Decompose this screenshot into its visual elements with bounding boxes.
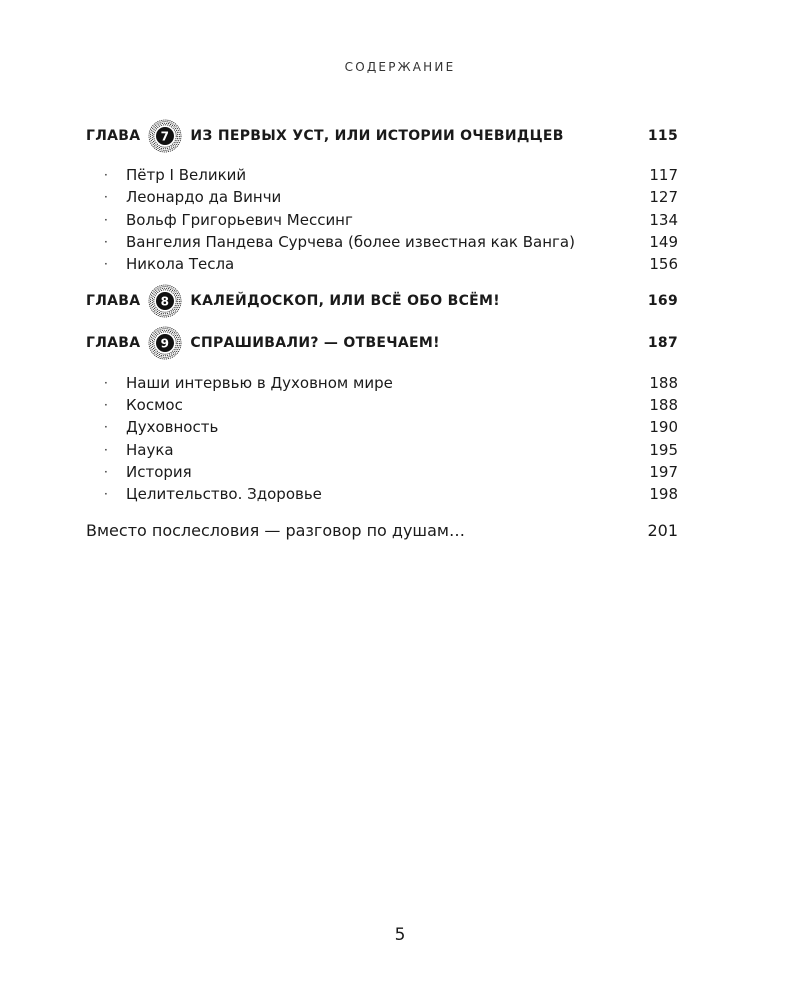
bullet-dot-icon: · xyxy=(104,168,108,183)
toc-list-item[interactable] xyxy=(86,231,678,253)
afterword-title: Вместо послесловия — разговор по душам… xyxy=(86,520,465,540)
section-page: 156 xyxy=(649,255,678,274)
section-page: 197 xyxy=(649,462,678,481)
chapter-title: ИЗ ПЕРВЫХ УСТ, ИЛИ ИСТОРИИ ОЧЕВИДЦЕВ xyxy=(190,128,564,144)
section-page: 188 xyxy=(649,373,678,392)
section-title: Вольф Григорьевич Мессинг xyxy=(126,210,353,229)
bullet-dot-icon: · xyxy=(104,464,108,479)
bullet-dot-icon: · xyxy=(104,442,108,457)
chapter-word: ГЛАВА xyxy=(86,128,141,144)
bullet-dot-icon: · xyxy=(104,212,108,227)
chapter-9-entry[interactable] xyxy=(86,327,678,359)
afterword-entry[interactable] xyxy=(86,517,678,543)
section-title: Космос xyxy=(126,395,183,414)
bullet-dot-icon: · xyxy=(104,487,108,502)
section-page: 188 xyxy=(649,395,678,414)
section-title: Пётр I Великий xyxy=(126,166,247,185)
chapter-page: 169 xyxy=(647,293,678,310)
chapter-title: КАЛЕЙДОСКОП, ИЛИ ВСЁ ОБО ВСЁМ! xyxy=(190,293,500,310)
section-title: Леонардо да Винчи xyxy=(126,188,282,207)
bullet-dot-icon: · xyxy=(104,257,108,272)
toc-list-item[interactable] xyxy=(86,416,678,438)
toc-list-item[interactable] xyxy=(86,253,678,275)
page-number: 5 xyxy=(394,925,406,945)
section-title: Духовность xyxy=(126,418,219,437)
toc-list-item[interactable] xyxy=(86,483,678,505)
section-title: История xyxy=(126,462,192,481)
section-page: 190 xyxy=(649,418,678,437)
section-title: Наука xyxy=(126,440,174,459)
chapter-number: 8 xyxy=(161,294,170,309)
section-page: 198 xyxy=(649,485,678,504)
bullet-dot-icon: · xyxy=(104,420,108,435)
bullet-dot-icon: · xyxy=(104,235,108,250)
chapter-number: 7 xyxy=(161,129,170,144)
section-page: 117 xyxy=(649,166,678,185)
toc-list-item[interactable] xyxy=(86,438,678,460)
toc-list-item[interactable] xyxy=(86,164,678,186)
afterword-page: 201 xyxy=(647,520,678,540)
section-page: 134 xyxy=(649,210,678,229)
chapter-page: 115 xyxy=(647,128,678,144)
toc-list-item[interactable] xyxy=(86,461,678,483)
section-page: 195 xyxy=(649,440,678,459)
section-title: Целительство. Здоровье xyxy=(126,485,322,504)
toc-list-item[interactable] xyxy=(86,394,678,416)
section-page: 127 xyxy=(649,188,678,207)
toc-list-item[interactable] xyxy=(86,209,678,231)
chapter-7-sections xyxy=(86,164,678,275)
section-title: Вангелия Пандева Сурчева (более известная как Ванга) xyxy=(126,233,575,252)
toc-list-item[interactable] xyxy=(86,371,678,393)
table-of-contents xyxy=(86,120,678,543)
chapter-8-entry[interactable] xyxy=(86,285,678,317)
section-title: Никола Тесла xyxy=(126,255,235,274)
section-page: 149 xyxy=(649,233,678,252)
section-title: Наши интервью в Духовном мире xyxy=(126,373,393,392)
chapter-number-badge-icon xyxy=(148,119,182,153)
chapter-number: 9 xyxy=(161,336,170,351)
chapter-page: 187 xyxy=(647,335,678,352)
bullet-dot-icon: · xyxy=(104,397,108,412)
chapter-title: СПРАШИВАЛИ? — ОТВЕЧАЕМ! xyxy=(190,335,440,352)
bullet-dot-icon: · xyxy=(104,190,108,205)
chapter-word: ГЛАВА xyxy=(86,293,141,310)
chapter-word: ГЛАВА xyxy=(86,335,141,352)
chapter-9-sections xyxy=(86,371,678,505)
running-head: СОДЕРЖАНИЕ xyxy=(344,60,456,74)
chapter-number-badge-icon xyxy=(148,284,182,318)
bullet-dot-icon: · xyxy=(104,375,108,390)
toc-list-item[interactable] xyxy=(86,186,678,208)
chapter-number-badge-icon xyxy=(148,326,182,360)
chapter-7-entry[interactable] xyxy=(86,120,678,152)
